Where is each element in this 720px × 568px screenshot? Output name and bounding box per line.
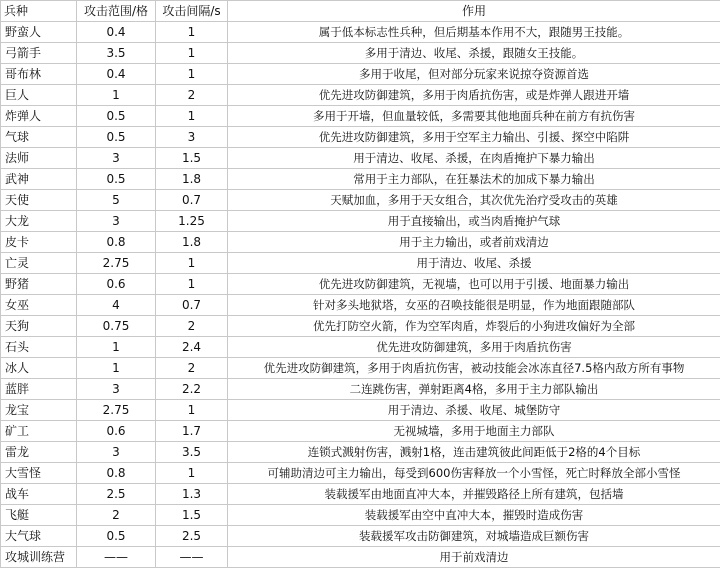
header-attack-range: 攻击范围/格 [77,1,156,22]
cell-role: 多用于清边、收尾、杀援，跟随女王技能。 [228,43,720,64]
cell-troop: 龙宝 [1,400,77,421]
table-row [1,190,720,211]
cell-attack-range: 0.4 [77,64,156,85]
cell-attack-interval: 1 [156,253,228,274]
cell-attack-interval: —— [156,547,228,568]
cell-attack-range: 0.8 [77,463,156,484]
cell-role: 二连跳伤害，弹射距离4格，多用于主力部队输出 [228,379,720,400]
table-row [1,211,720,232]
cell-attack-interval: 2.2 [156,379,228,400]
cell-attack-range: 0.5 [77,169,156,190]
table-row [1,274,720,295]
cell-role: 优先进攻防御建筑，多用于空军主力输出、引援、探空中陷阱 [228,127,720,148]
table-row [1,295,720,316]
cell-role: 优先进攻防御建筑，多用于肉盾抗伤害，被动技能会冰冻直径7.5格内敌方所有事物 [228,358,720,379]
table-header-row [1,1,720,22]
table-row [1,232,720,253]
cell-troop: 气球 [1,127,77,148]
cell-troop: 女巫 [1,295,77,316]
cell-attack-interval: 0.7 [156,295,228,316]
table-row [1,85,720,106]
cell-troop: 武神 [1,169,77,190]
cell-attack-range: 1 [77,337,156,358]
table-row [1,22,720,43]
cell-role: 用于清边、杀援、收尾、城堡防守 [228,400,720,421]
table-row [1,106,720,127]
cell-attack-interval: 2 [156,85,228,106]
cell-role: 天赋加血，多用于天女组合，其次优先治疗受攻击的英雄 [228,190,720,211]
table-row [1,64,720,85]
cell-attack-range: 3 [77,211,156,232]
cell-attack-range: 1 [77,85,156,106]
table-row [1,127,720,148]
cell-troop: 野蛮人 [1,22,77,43]
cell-role: 用于直接输出，或当肉盾掩护气球 [228,211,720,232]
cell-role: 装载援军由地面直冲大本，并摧毁路径上所有建筑，包括墙 [228,484,720,505]
cell-attack-interval: 2.4 [156,337,228,358]
cell-attack-range: 2.75 [77,400,156,421]
cell-attack-interval: 1 [156,106,228,127]
table-row [1,463,720,484]
cell-attack-interval: 3 [156,127,228,148]
cell-troop: 冰人 [1,358,77,379]
table-row [1,421,720,442]
cell-attack-interval: 1 [156,400,228,421]
cell-role: 优先打防空火箭，作为空军肉盾，炸裂后的小狗进攻偏好为全部 [228,316,720,337]
cell-troop: 法师 [1,148,77,169]
header-troop: 兵种 [1,1,77,22]
cell-attack-range: 2.5 [77,484,156,505]
table-row [1,358,720,379]
cell-attack-interval: 2 [156,358,228,379]
cell-troop: 巨人 [1,85,77,106]
cell-attack-range: 5 [77,190,156,211]
cell-attack-interval: 1.5 [156,505,228,526]
cell-troop: 飞艇 [1,505,77,526]
cell-troop: 弓箭手 [1,43,77,64]
table-row [1,43,720,64]
cell-troop: 天使 [1,190,77,211]
cell-role: 常用于主力部队，在狂暴法术的加成下暴力输出 [228,169,720,190]
cell-role: 属于低本标志性兵种，但后期基本作用不大，跟随男王技能。 [228,22,720,43]
cell-attack-interval: 1.5 [156,148,228,169]
cell-attack-interval: 1.7 [156,421,228,442]
cell-attack-range: 1 [77,358,156,379]
cell-role: 优先进攻防御建筑，无视墙，也可以用于引援、地面暴力输出 [228,274,720,295]
cell-troop: 炸弹人 [1,106,77,127]
cell-attack-interval: 2 [156,316,228,337]
cell-role: 装载援军由空中直冲大本，摧毁时造成伤害 [228,505,720,526]
cell-attack-range: 2.75 [77,253,156,274]
table-row [1,547,720,568]
cell-troop: 攻城训练营 [1,547,77,568]
cell-troop: 雷龙 [1,442,77,463]
cell-role: 用于主力输出，或者前戏清边 [228,232,720,253]
cell-attack-range: 0.5 [77,106,156,127]
cell-attack-interval: 1 [156,22,228,43]
cell-attack-range: 0.5 [77,127,156,148]
cell-attack-range: 0.75 [77,316,156,337]
cell-attack-interval: 1 [156,64,228,85]
table-row [1,253,720,274]
cell-attack-interval: 3.5 [156,442,228,463]
cell-role: 装载援军攻击防御建筑，对城墙造成巨额伤害 [228,526,720,547]
cell-troop: 战车 [1,484,77,505]
cell-attack-interval: 1.8 [156,232,228,253]
cell-attack-interval: 1.8 [156,169,228,190]
cell-role: 可辅助清边可主力输出，每受到600伤害释放一个小雪怪，死亡时释放全部小雪怪 [228,463,720,484]
cell-attack-range: 2 [77,505,156,526]
cell-troop: 亡灵 [1,253,77,274]
cell-role: 优先进攻防御建筑，多用于肉盾抗伤害 [228,337,720,358]
table-row [1,337,720,358]
cell-attack-range: 3 [77,442,156,463]
cell-role: 针对多头地狱塔，女巫的召唤技能很是明显，作为地面跟随部队 [228,295,720,316]
cell-role: 多用于开墙，但血量较低，多需要其他地面兵种在前方有抗伤害 [228,106,720,127]
table-row [1,400,720,421]
cell-attack-range: 0.4 [77,22,156,43]
table-row [1,148,720,169]
table-row [1,442,720,463]
cell-attack-range: 4 [77,295,156,316]
cell-attack-interval: 1 [156,463,228,484]
cell-attack-range: 0.6 [77,274,156,295]
cell-troop: 蓝胖 [1,379,77,400]
table-row [1,169,720,190]
cell-role: 无视城墙，多用于地面主力部队 [228,421,720,442]
cell-attack-range: 3 [77,379,156,400]
cell-troop: 大气球 [1,526,77,547]
cell-attack-range: 0.6 [77,421,156,442]
header-role: 作用 [228,1,720,22]
table-row [1,379,720,400]
cell-role: 用于前戏清边 [228,547,720,568]
table-row [1,316,720,337]
cell-attack-range: 3 [77,148,156,169]
cell-attack-range: 0.5 [77,526,156,547]
cell-troop: 大雪怪 [1,463,77,484]
cell-troop: 大龙 [1,211,77,232]
table-row [1,526,720,547]
cell-role: 用于清边、收尾、杀援 [228,253,720,274]
cell-attack-range: 3.5 [77,43,156,64]
cell-attack-interval: 1.25 [156,211,228,232]
cell-troop: 天狗 [1,316,77,337]
cell-attack-range: 0.8 [77,232,156,253]
cell-role: 多用于收尾，但对部分玩家来说掠夺资源首选 [228,64,720,85]
cell-troop: 矿工 [1,421,77,442]
cell-role: 优先进攻防御建筑，多用于肉盾抗伤害，或是炸弹人跟进开墙 [228,85,720,106]
cell-troop: 皮卡 [1,232,77,253]
cell-attack-range: —— [77,547,156,568]
cell-attack-interval: 0.7 [156,190,228,211]
cell-troop: 野猪 [1,274,77,295]
header-attack-interval: 攻击间隔/s [156,1,228,22]
cell-role: 连锁式溅射伤害，溅射1格，连击建筑彼此间距低于2格的4个目标 [228,442,720,463]
cell-attack-interval: 2.5 [156,526,228,547]
cell-troop: 石头 [1,337,77,358]
cell-attack-interval: 1.3 [156,484,228,505]
table-row [1,484,720,505]
cell-attack-interval: 1 [156,274,228,295]
cell-attack-interval: 1 [156,43,228,64]
cell-role: 用于清边、收尾、杀援，在肉盾掩护下暴力输出 [228,148,720,169]
cell-troop: 哥布林 [1,64,77,85]
table-row [1,505,720,526]
